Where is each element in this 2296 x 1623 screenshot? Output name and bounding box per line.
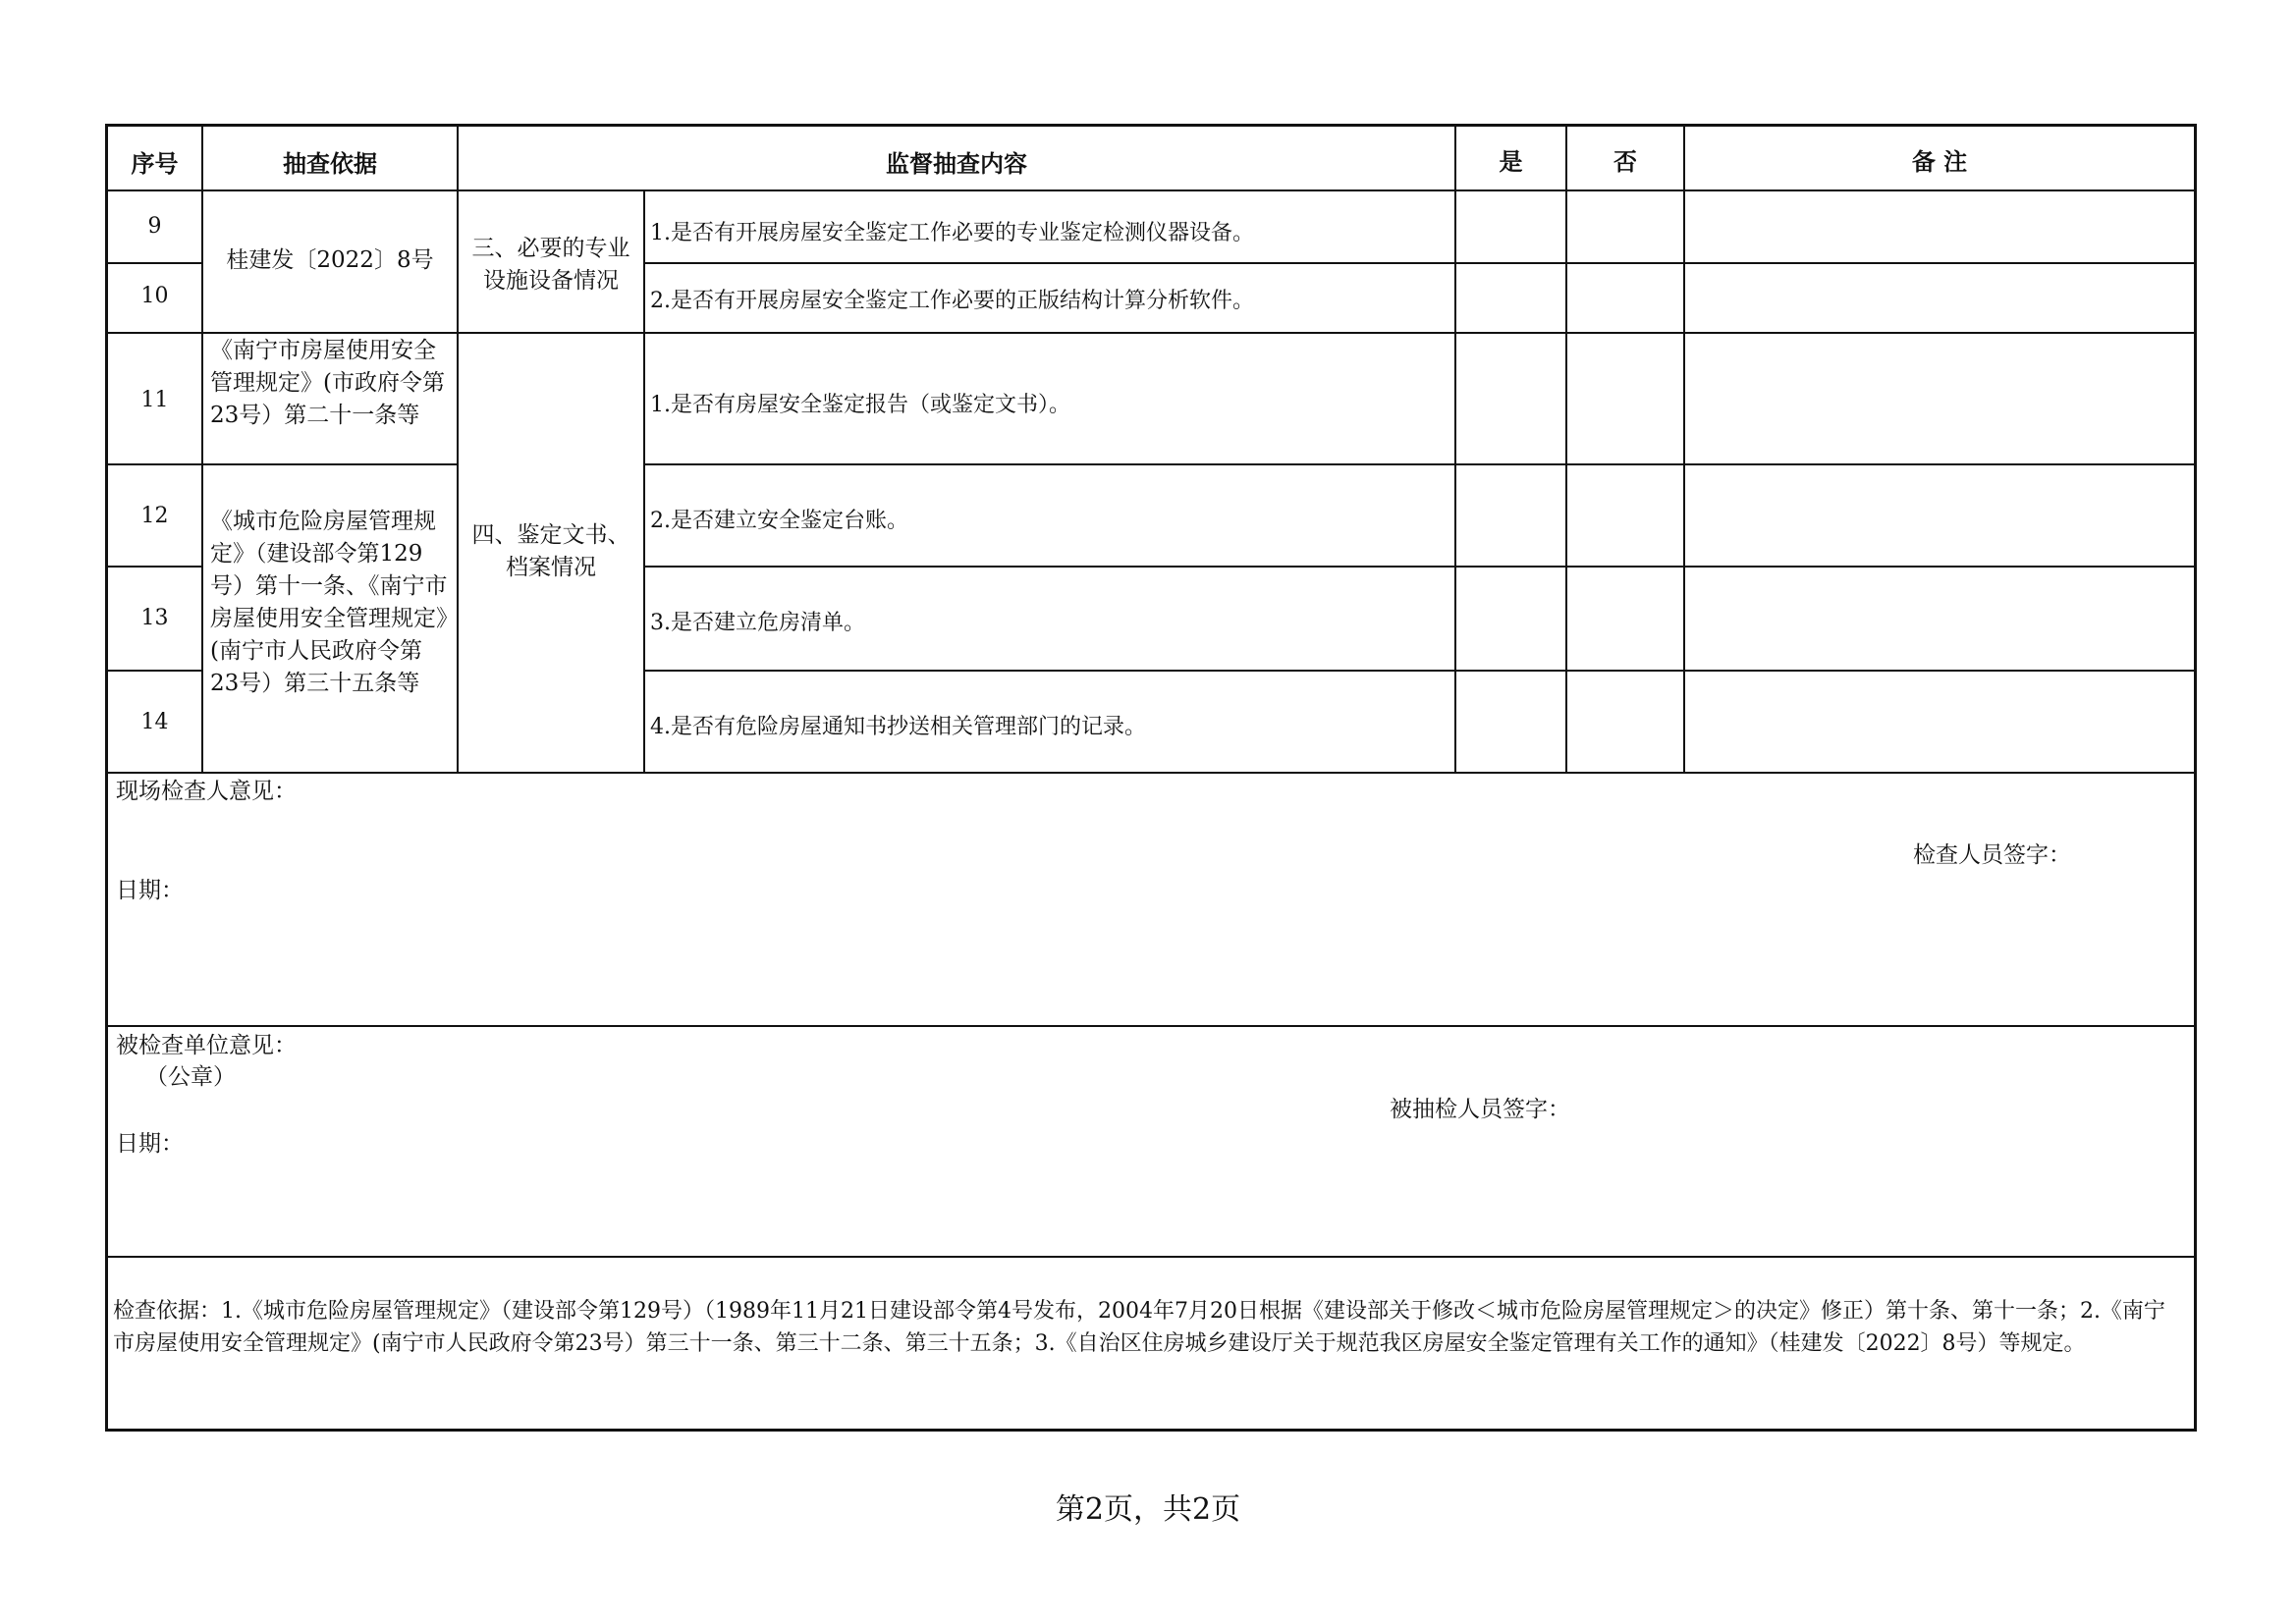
unit-signature-label: 被抽检人员签字： [1390, 1097, 1570, 1122]
divider [643, 670, 2194, 672]
divider [108, 332, 2194, 334]
check-item: 1.是否有房屋安全鉴定报告（或鉴定文书）。 [650, 393, 1070, 417]
divider [1454, 127, 1456, 772]
divider [108, 670, 201, 672]
check-item: 4.是否有危险房屋通知书抄送相关管理部门的记录。 [650, 715, 1146, 739]
divider [643, 566, 2194, 568]
unit-opinion-label: 被检查单位意见： [116, 1033, 297, 1058]
check-item: 1.是否有开展房屋安全鉴定工作必要的专业鉴定检测仪器设备。 [650, 221, 1254, 245]
inspector-opinion-label: 现场检查人意见： [116, 779, 297, 804]
header-no: 否 [1613, 148, 1637, 176]
inspection-form-table [105, 124, 2197, 1432]
header-remark: 备 注 [1911, 148, 1968, 176]
unit-date-label: 日期： [116, 1131, 184, 1157]
basis-text: 《南宁市房屋使用安全管理规定》(市政府令第23号）第二十一条等 [210, 338, 445, 428]
divider [1683, 127, 1685, 772]
unit-seal-label: （公章） [145, 1064, 236, 1090]
page-number: 第2页，共2页 [1055, 1492, 1241, 1527]
category-text: 三、必要的专业设施设备情况 [471, 236, 630, 294]
divider [108, 1025, 2194, 1027]
check-item: 2.是否有开展房屋安全鉴定工作必要的正版结构计算分析软件。 [650, 289, 1254, 313]
divider [457, 127, 459, 772]
header-basis: 抽查依据 [283, 150, 377, 178]
row-seq: 10 [140, 284, 169, 308]
basis-text: 桂建发〔2022〕8号 [226, 247, 434, 273]
row-seq: 9 [147, 214, 162, 239]
divider [108, 772, 2194, 774]
divider [201, 127, 203, 772]
inspector-signature-label: 检查人员签字： [1913, 842, 2071, 868]
divider [108, 463, 457, 465]
divider [643, 463, 2194, 465]
check-item: 3.是否建立危房清单。 [650, 611, 865, 635]
check-item: 2.是否建立安全鉴定台账。 [650, 509, 908, 533]
inspection-basis-note: 检查依据：1.《城市危险房屋管理规定》（建设部令第129号）（1989年11月21日建设部令第4号发布，2004年7月20日根据《建设部关于修改＜城市危险房屋管理规定＞的决定》修正）第十条、第十一条；2.《南宁市房屋使用安全管理规定》(南宁市人民政府令第23号）第三十一条、第三十二条、第三十五条；3.《自治区住房城乡建设厅关于规范我区房屋安全鉴定管理有关工作的通知》（桂建发〔2022〕8号）等规定。 [113, 1299, 2165, 1356]
divider [108, 262, 201, 264]
header-content: 监督抽查内容 [886, 150, 1027, 178]
row-seq: 14 [140, 710, 169, 734]
divider [108, 566, 201, 568]
row-seq: 12 [140, 504, 169, 528]
divider [108, 189, 2194, 191]
divider [1565, 127, 1567, 772]
header-seq: 序号 [131, 150, 179, 178]
header-yes: 是 [1499, 148, 1523, 176]
row-seq: 13 [140, 606, 169, 630]
divider [643, 189, 645, 772]
basis-text: 《城市危险房屋管理规定》（建设部令第129号）第十一条、《南宁市房屋使用安全管理规定》(南宁市人民政府令第23号）第三十五条等 [210, 509, 448, 696]
category-text: 四、鉴定文书、档案情况 [471, 522, 630, 580]
divider [643, 262, 2194, 264]
inspector-date-label: 日期： [116, 878, 184, 903]
row-seq: 11 [140, 388, 169, 412]
divider [108, 1256, 2194, 1258]
